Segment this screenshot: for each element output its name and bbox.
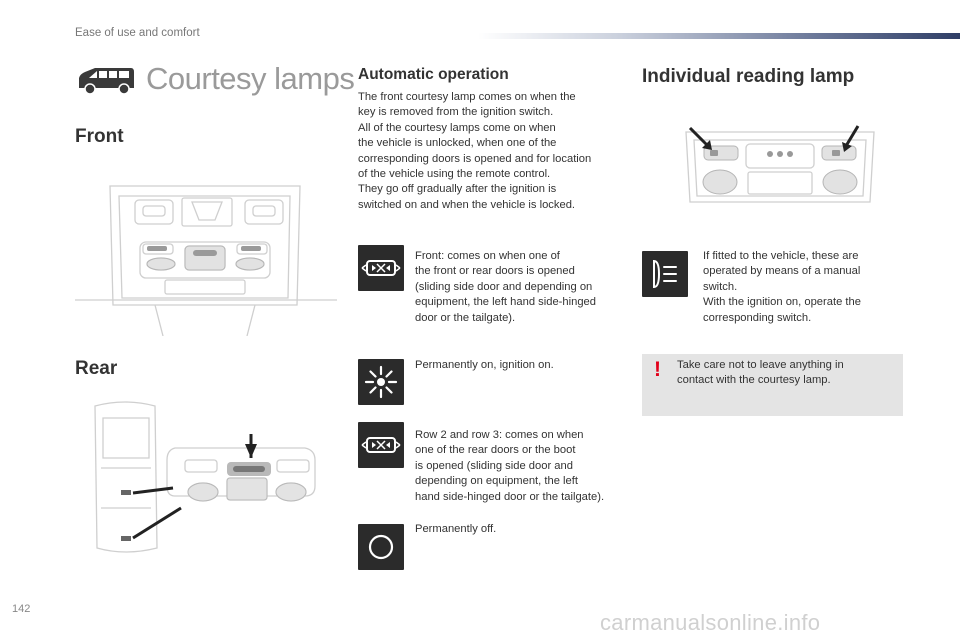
automatic-operation-heading: Automatic operation [358, 66, 509, 83]
lamp-off-icon [358, 524, 404, 570]
rear-door-lamp-icon [358, 422, 404, 468]
rear-lamp-illustration [85, 398, 335, 563]
rear-heading: Rear [75, 358, 118, 379]
reading-lamp-icon [642, 251, 688, 297]
front-heading: Front [75, 126, 124, 147]
reading-lamp-heading: Individual reading lamp [642, 66, 855, 87]
page-title: Courtesy lamps [146, 61, 355, 96]
mode-permanent-on-text: Permanently on, ignition on. [415, 359, 554, 371]
front-lamp-illustration [75, 180, 337, 341]
lamp-on-icon [358, 359, 404, 405]
reading-lamp-text: If fitted to the vehicle, these are operated by means of a manual switch. With the ignition on, operate the corresponding switch. [703, 250, 861, 324]
header-bar [478, 33, 960, 39]
van-icon [75, 66, 137, 101]
mode-permanent-off-text: Permanently off. [415, 523, 497, 535]
reading-lamp-illustration [680, 122, 880, 212]
mode-rear-doors-text: Row 2 and row 3: comes on when one of the rear doors or the boot is opened (sliding side door and depending on equipment, the left hand side-hinged door or the tailgate). [415, 429, 605, 503]
footer-watermark: carmanualsonline.info [600, 610, 821, 635]
warning-icon: ! [654, 358, 661, 381]
door-lamp-icon [358, 245, 404, 291]
section-label: Ease of use and comfort [75, 27, 200, 39]
automatic-operation-text: The front courtesy lamp comes on when the key is removed from the ignition switch. All of the courtesy lamps come on when the vehicle is unlocked, when one of the corresponding doors is opened and for location of the vehicle using the remote control. They go off gradually after the ignition is switched on and when the vehicle is locked. [358, 91, 592, 211]
page-number: 142 [12, 603, 31, 615]
warning-text: Take care not to leave anything in contact with the courtesy lamp. [677, 359, 844, 387]
mode-front-doors-text: Front: comes on when one of the front or rear doors is opened (sliding side door and depending on equipment, the left hand side-hinged door or the tailgate). [415, 250, 596, 324]
